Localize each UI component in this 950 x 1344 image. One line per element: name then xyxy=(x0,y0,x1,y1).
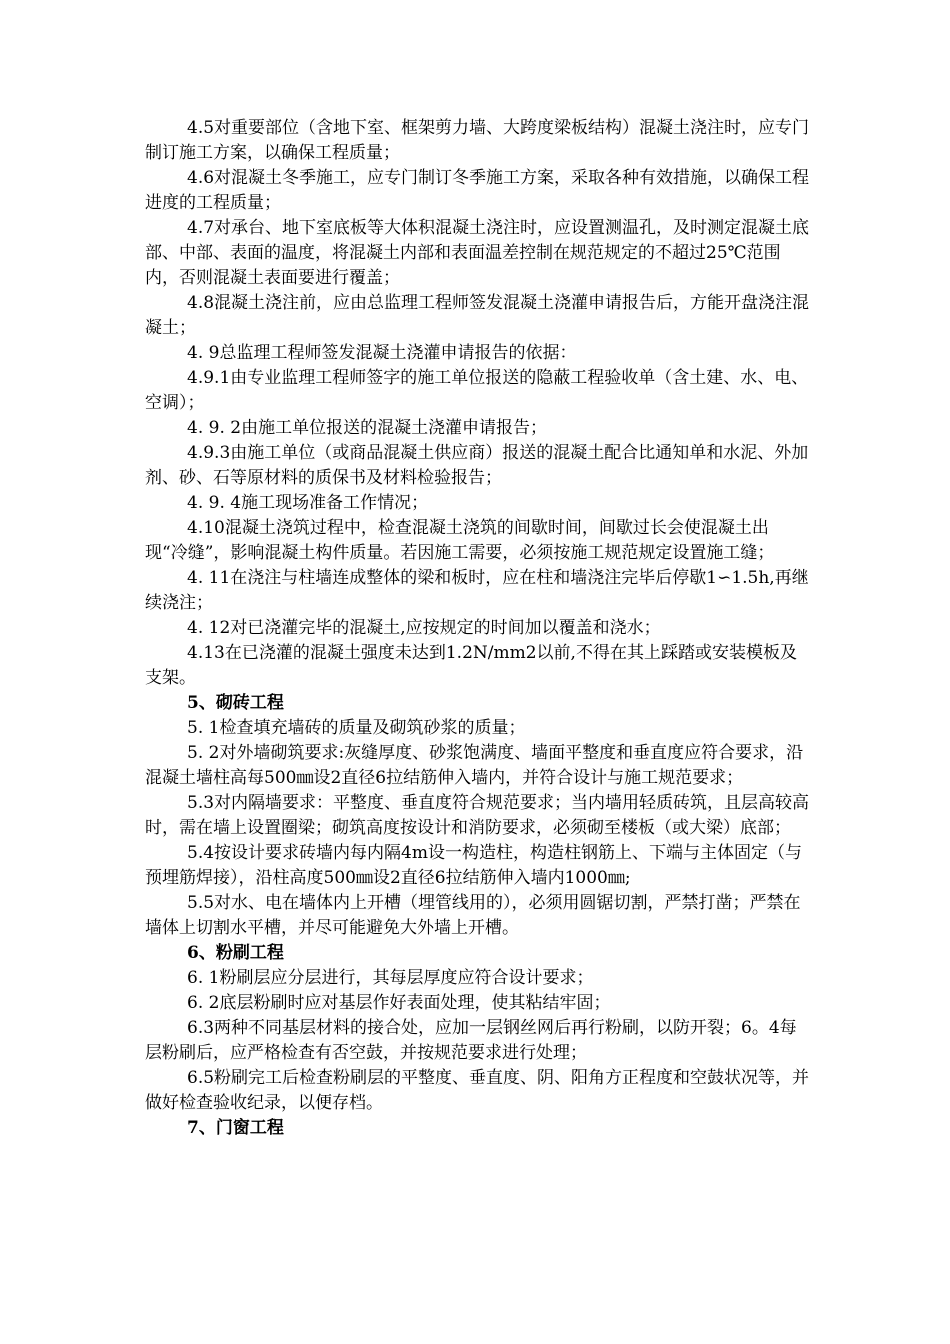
paragraph-4-12: 4. 12对已浇灌完毕的混凝土,应按规定的时间加以覆盖和浇水； xyxy=(187,618,661,638)
paragraph-4-9: 4. 9总监理工程师签发混凝土浇灌申请报告的依据： xyxy=(187,343,577,363)
paragraph-5-5: 5.5对水、电在墙体内上开槽（埋管线用的），必须用圆锯切割，严禁打凿；严禁在墙体上切割水平槽，并尽可能避免大外墙上开槽。 xyxy=(145,893,801,938)
paragraph-6-3: 6.3两种不同基层材料的接合处，应加一层钢丝网后再行粉刷，以防开裂；6。4每层粉刷后，应严格检查有否空鼓，并按规范要求进行处理； xyxy=(145,1018,797,1063)
document-body xyxy=(145,116,810,1141)
paragraph-4-6: 4.6对混凝土冬季施工，应专门制订冬季施工方案，采取各种有效措施，以确保工程进度的工程质量； xyxy=(145,168,810,213)
paragraph-4-9-3: 4.9.3由施工单位（或商品混凝土供应商）报送的混凝土配合比通知单和水泥、外加剂、砂、石等原材料的质保书及材料检验报告； xyxy=(145,443,809,488)
paragraph-4-9-1: 4.9.1由专业监理工程师签字的施工单位报送的隐蔽工程验收单（含土建、水、电、空调）； xyxy=(145,368,809,413)
section-heading-6: 6、粉刷工程 xyxy=(187,943,284,963)
paragraph-5-4: 5.4按设计要求砖墙内每内隔4m设一构造柱，构造柱钢筋上、下端与主体固定（与预埋筋焊接），沿柱高度500㎜设2直径6拉结筋伸入墙内1000㎜; xyxy=(145,843,802,888)
paragraph-4-11: 4. 11在浇注与柱墙连成整体的梁和板时，应在柱和墙浇注完毕后停歇1∽1.5h,再继续浇注； xyxy=(145,568,809,613)
paragraph-4-13: 4.13在已浇灌的混凝土强度未达到1.2N/mm2以前,不得在其上踩踏或安装模板及支架。 xyxy=(145,643,797,688)
section-heading-5: 5、砌砖工程 xyxy=(187,693,284,713)
paragraph-4-7: 4.7对承台、地下室底板等大体积混凝土浇注时，应设置测温孔，及时测定混凝土底部、中部、表面的温度，将混凝土内部和表面温差控制在规范规定的不超过25℃范围内，否则混凝土表面要进行覆盖； xyxy=(145,218,810,288)
paragraph-5-2: 5. 2对外墙砌筑要求:灰缝厚度、砂浆饱满度、墙面平整度和垂直度应符合要求，沿混凝土墙柱高每500㎜设2直径6拉结筋伸入墙内，并符合设计与施工规范要求； xyxy=(145,743,804,788)
paragraph-6-2: 6. 2底层粉刷时应对基层作好表面处理，使其粘结牢固； xyxy=(187,993,611,1013)
paragraph-5-1: 5. 1检查填充墙砖的质量及砌筑砂浆的质量； xyxy=(187,718,526,738)
paragraph-6-5: 6.5粉刷完工后检查粉刷层的平整度、垂直度、阴、阳角方正程度和空鼓状况等，并做好检查验收纪录，以便存档。 xyxy=(145,1068,810,1113)
paragraph-5-3: 5.3对内隔墙要求：平整度、垂直度符合规范要求；当内墙用轻质砖筑，且层高较高时，需在墙上设置圈梁；砌筑高度按设计和消防要求，必须砌至楼板（或大梁）底部； xyxy=(145,793,810,838)
section-heading-7: 7、门窗工程 xyxy=(187,1118,284,1138)
paragraph-4-9-4: 4. 9. 4施工现场准备工作情况； xyxy=(187,493,429,513)
paragraph-6-1: 6. 1粉刷层应分层进行，其每层厚度应符合设计要求； xyxy=(187,968,594,988)
paragraph-4-9-2: 4. 9. 2由施工单位报送的混凝土浇灌申请报告； xyxy=(187,418,548,438)
paragraph-4-8: 4.8混凝土浇注前，应由总监理工程师签发混凝土浇灌申请报告后，方能开盘浇注混凝土； xyxy=(145,293,810,338)
paragraph-4-10: 4.10混凝土浇筑过程中，检查混凝土浇筑的间歇时间，间歇过长会使混凝土出现“冷缝”，影响混凝土构件质量。若因施工需要，必须按施工规范规定设置施工缝； xyxy=(145,518,775,563)
paragraph-4-5: 4.5对重要部位（含地下室、框架剪力墙、大跨度梁板结构）混凝土浇注时，应专门制订施工方案，以确保工程质量； xyxy=(145,118,810,163)
